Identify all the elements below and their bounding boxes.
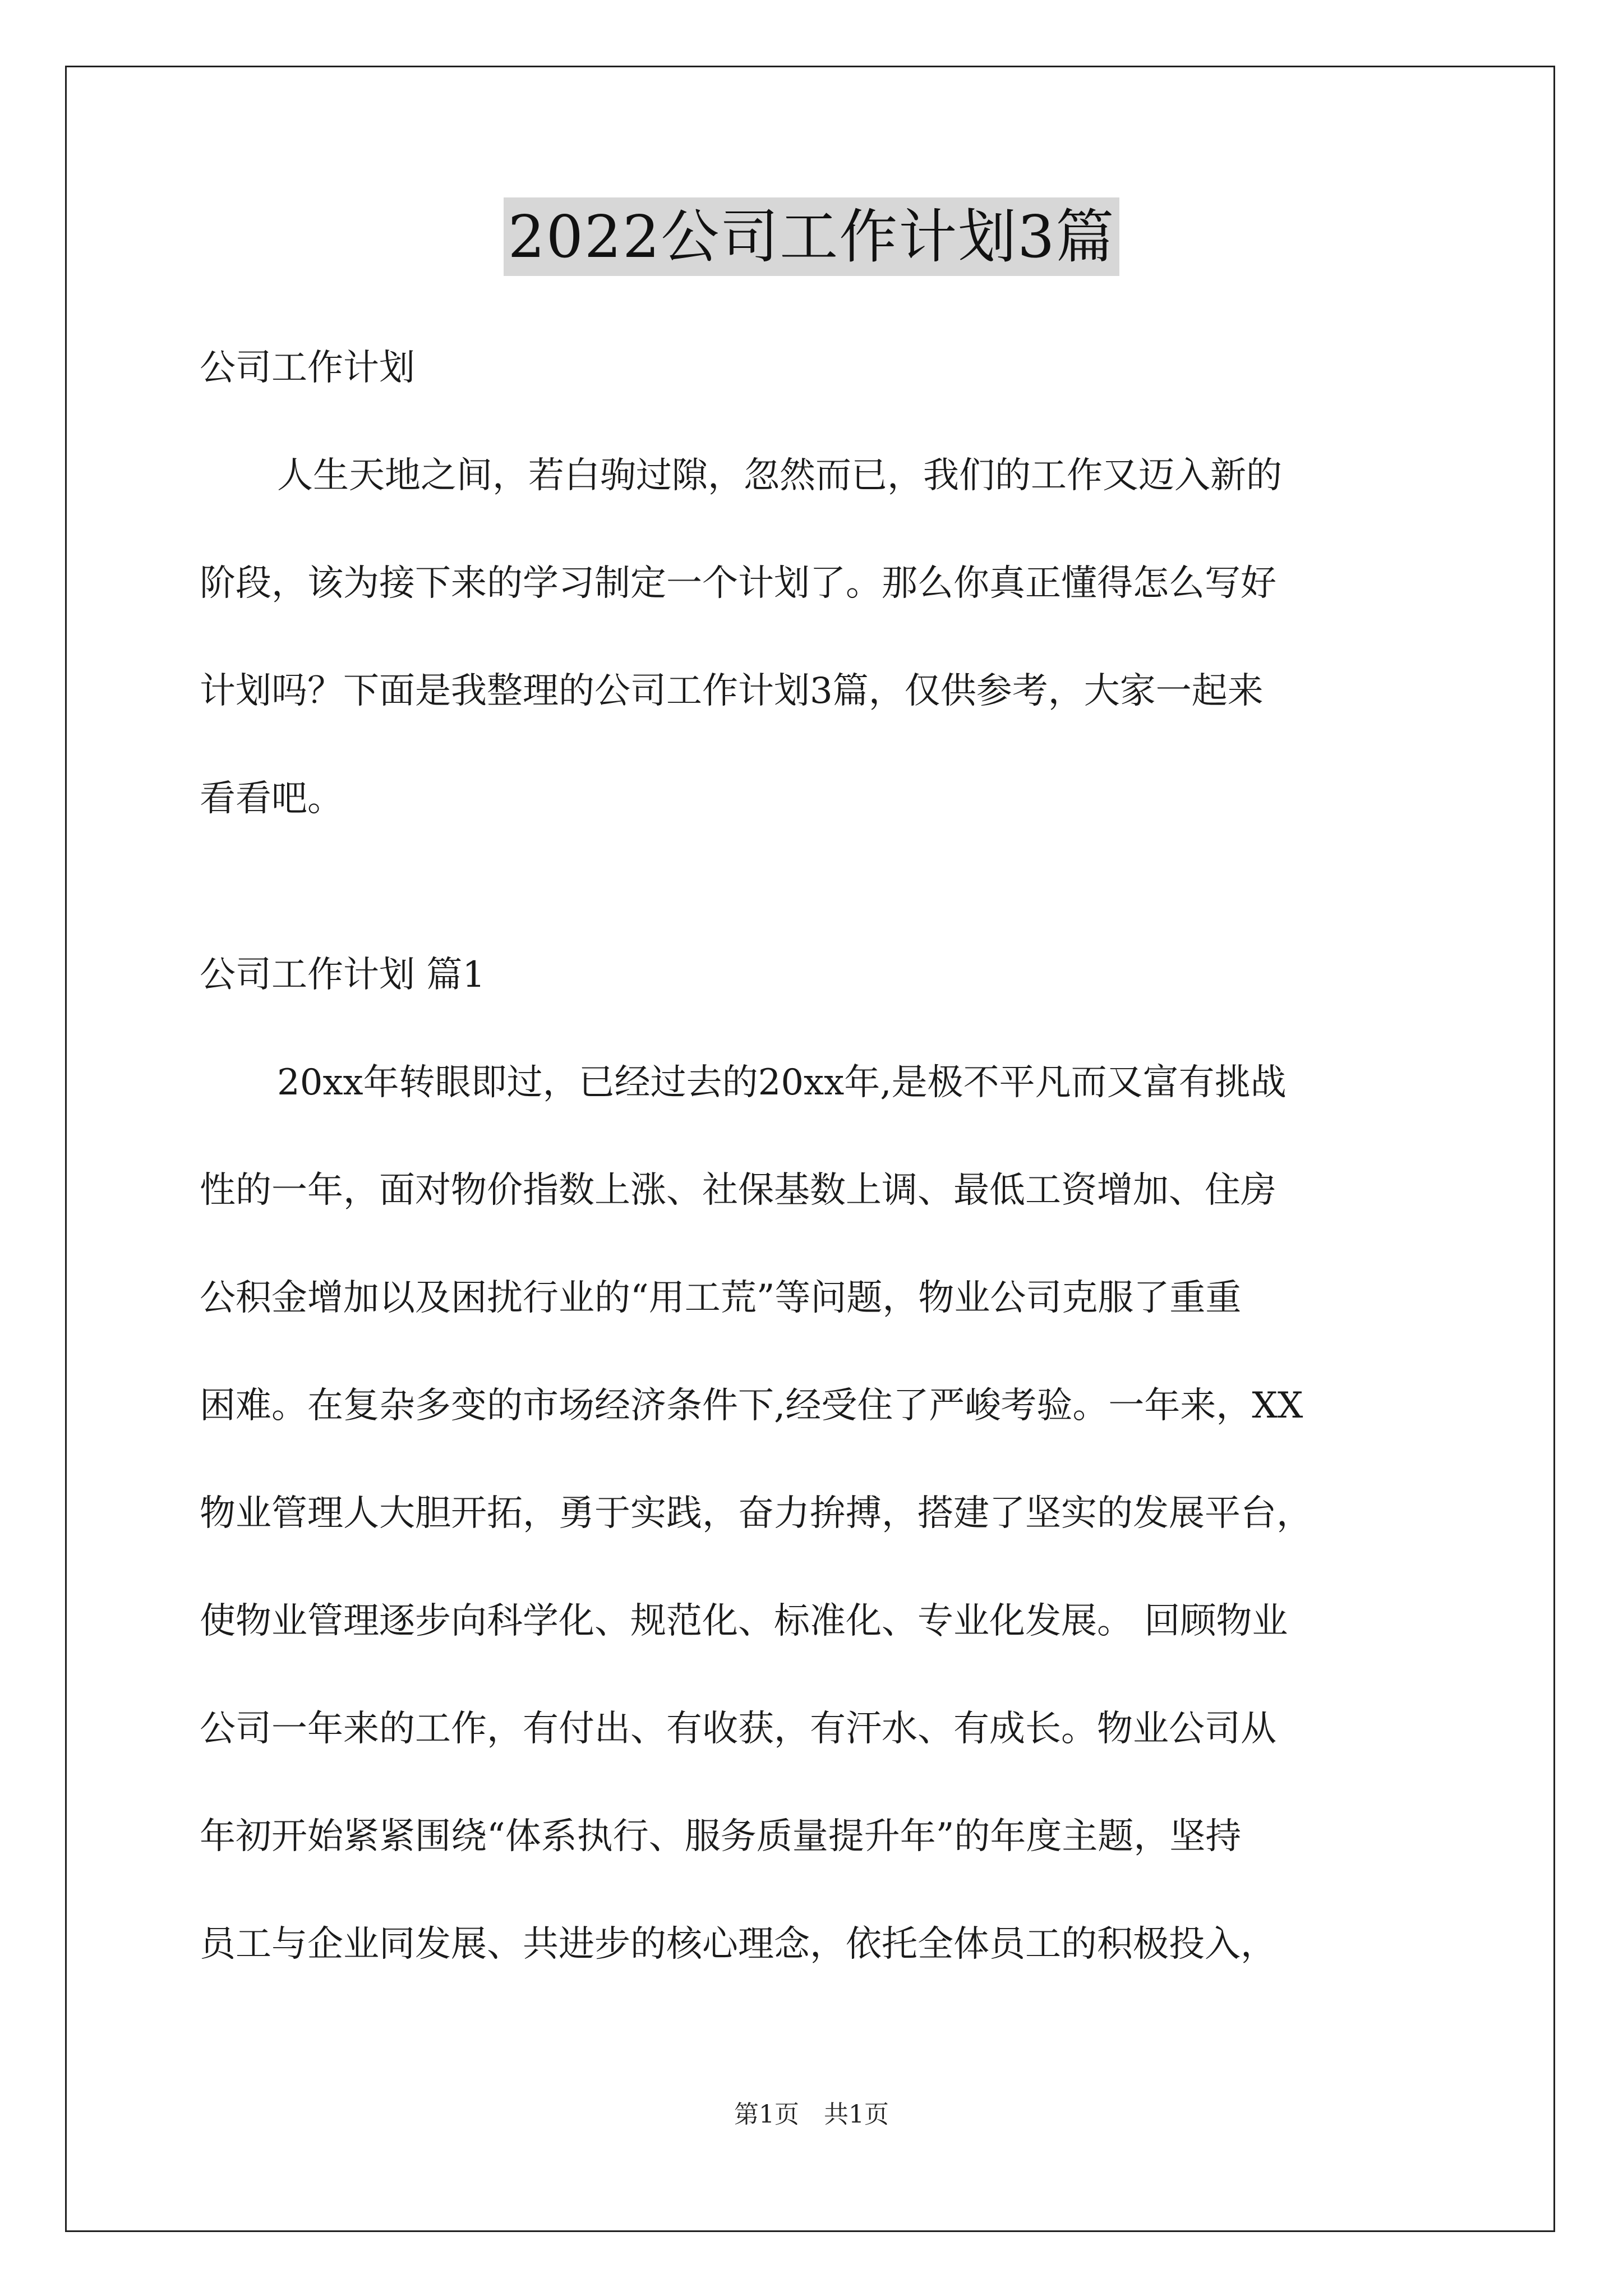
body-line: 公司一年来的工作，有付出、有收获，有汗水、有成长。物业公司从 — [200, 1708, 1276, 1750]
intro-line: 看看吧。 — [200, 778, 343, 820]
title-container — [0, 197, 1623, 276]
body-line: 年初开始紧紧围绕“体系执行、服务质量提升年”的年度主题，坚持 — [200, 1816, 1242, 1857]
body-line: 20xx年转眼即过，已经过去的20xx年,是极不平凡而又富有挑战 — [277, 1062, 1287, 1103]
document-body — [200, 314, 1433, 1998]
body-line: 物业管理人大胆开拓，勇于实践，奋力拚搏，搭建了坚实的发展平台， — [200, 1493, 1312, 1534]
page-footer — [0, 2098, 1623, 2132]
body-line: 性的一年，面对物价指数上涨、社保基数上调、最低工资增加、住房 — [200, 1170, 1276, 1211]
body-line: 困难。在复杂多变的市场经济条件下,经受住了严峻考验。一年来，XX — [200, 1385, 1303, 1427]
body-line: 使物业管理逐步向科学化、规范化、标准化、专业化发展。 回顾物业 — [200, 1600, 1288, 1642]
body-line: 员工与企业同发展、共进步的核心理念，依托全体员工的积极投入， — [200, 1924, 1276, 1965]
paragraph-gap — [200, 853, 1433, 921]
body-line: 公积金增加以及困扰行业的“用工荒”等问题，物业公司克服了重重 — [200, 1277, 1242, 1319]
intro-line: 人生天地之间，若白驹过隙，忽然而已，我们的工作又迈入新的 — [277, 455, 1282, 496]
document-title: 2022公司工作计划3篇 — [504, 197, 1120, 276]
page-number-total: 共1页 — [824, 2100, 889, 2129]
intro-heading: 公司工作计划 — [200, 347, 415, 389]
intro-line: 阶段，该为接下来的学习制定一个计划了。那么你真正懂得怎么写好 — [200, 563, 1276, 604]
intro-line: 计划吗？下面是我整理的公司工作计划3篇，仅供参考，大家一起来 — [200, 670, 1264, 712]
page-number-current: 第1页 — [734, 2100, 799, 2129]
section-heading: 公司工作计划 篇1 — [200, 954, 486, 996]
